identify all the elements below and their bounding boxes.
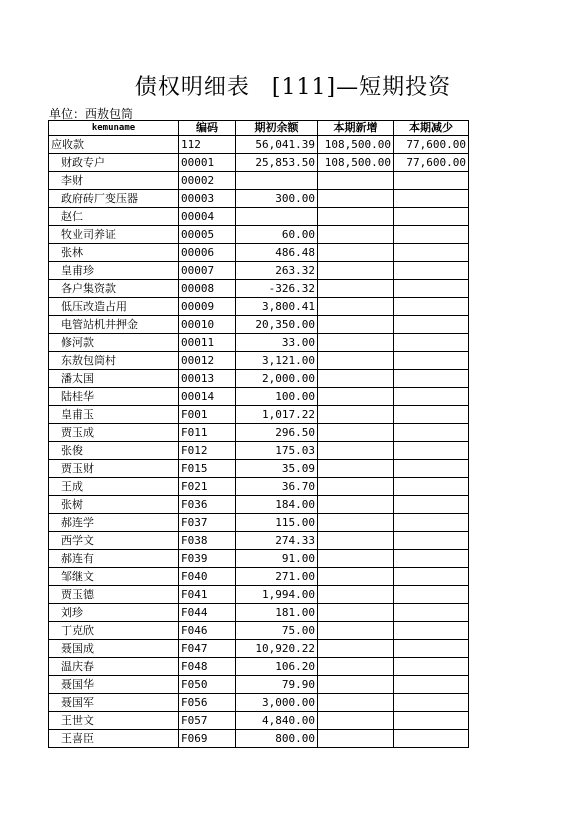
- table-row: [49, 424, 469, 442]
- cell-code: 00003: [179, 190, 236, 208]
- cell-increase: [318, 442, 394, 460]
- cell-increase: [318, 694, 394, 712]
- cell-opening-balance: 60.00: [236, 226, 318, 244]
- cell-increase: [318, 460, 394, 478]
- cell-opening-balance: 4,840.00: [236, 712, 318, 730]
- cell-name: 王成: [49, 478, 179, 496]
- cell-name: 赵仁: [49, 208, 179, 226]
- cell-decrease: [394, 694, 469, 712]
- cell-code: 00005: [179, 226, 236, 244]
- cell-opening-balance: 2,000.00: [236, 370, 318, 388]
- cell-name: 西学文: [49, 532, 179, 550]
- cell-opening-balance: 100.00: [236, 388, 318, 406]
- cell-name: 郝连学: [49, 514, 179, 532]
- cell-opening-balance: 91.00: [236, 550, 318, 568]
- cell-opening-balance: 25,853.50: [236, 154, 318, 172]
- cell-opening-balance: 56,041.39: [236, 136, 318, 154]
- cell-name: 牧业司养证: [49, 226, 179, 244]
- cell-increase: [318, 370, 394, 388]
- cell-code: 00009: [179, 298, 236, 316]
- cell-code: 00001: [179, 154, 236, 172]
- cell-name: 张林: [49, 244, 179, 262]
- cell-code: F038: [179, 532, 236, 550]
- cell-decrease: [394, 208, 469, 226]
- table-row: [49, 676, 469, 694]
- cell-name: 张树: [49, 496, 179, 514]
- header-increase: 本期新增: [318, 121, 394, 136]
- cell-increase: [318, 730, 394, 748]
- cell-opening-balance: 36.70: [236, 478, 318, 496]
- cell-name: 修河款: [49, 334, 179, 352]
- cell-increase: [318, 622, 394, 640]
- table-row: [49, 244, 469, 262]
- cell-increase: [318, 586, 394, 604]
- cell-decrease: [394, 190, 469, 208]
- cell-opening-balance: 175.03: [236, 442, 318, 460]
- cell-opening-balance: 3,000.00: [236, 694, 318, 712]
- cell-increase: [318, 172, 394, 190]
- cell-name: 王喜臣: [49, 730, 179, 748]
- cell-increase: [318, 424, 394, 442]
- cell-increase: [318, 388, 394, 406]
- cell-code: F046: [179, 622, 236, 640]
- cell-increase: [318, 208, 394, 226]
- cell-increase: [318, 352, 394, 370]
- cell-name: 应收款: [49, 136, 179, 154]
- cell-decrease: [394, 262, 469, 280]
- cell-code: 00012: [179, 352, 236, 370]
- cell-name: 财政专户: [49, 154, 179, 172]
- cell-name: 李财: [49, 172, 179, 190]
- cell-opening-balance: 115.00: [236, 514, 318, 532]
- cell-increase: [318, 226, 394, 244]
- table-row: [49, 568, 469, 586]
- cell-code: F044: [179, 604, 236, 622]
- cell-code: 00006: [179, 244, 236, 262]
- table-row: [49, 406, 469, 424]
- cell-opening-balance: 1,017.22: [236, 406, 318, 424]
- cell-opening-balance: 10,920.22: [236, 640, 318, 658]
- cell-opening-balance: 296.50: [236, 424, 318, 442]
- cell-name: 低压改造占用: [49, 298, 179, 316]
- cell-opening-balance: 184.00: [236, 496, 318, 514]
- cell-code: 00007: [179, 262, 236, 280]
- table-row: [49, 316, 469, 334]
- cell-decrease: [394, 172, 469, 190]
- cell-increase: [318, 712, 394, 730]
- cell-code: 112: [179, 136, 236, 154]
- cell-name: 王世文: [49, 712, 179, 730]
- cell-increase: 108,500.00: [318, 154, 394, 172]
- cell-opening-balance: 181.00: [236, 604, 318, 622]
- table-row: [49, 190, 469, 208]
- title-code: [111]—短期投资: [271, 75, 452, 100]
- cell-decrease: [394, 496, 469, 514]
- cell-code: 00004: [179, 208, 236, 226]
- cell-code: 00008: [179, 280, 236, 298]
- cell-name: 张俊: [49, 442, 179, 460]
- table-row: [49, 208, 469, 226]
- cell-opening-balance: 1,994.00: [236, 586, 318, 604]
- cell-decrease: [394, 388, 469, 406]
- table-row: [49, 154, 469, 172]
- table-row: [49, 622, 469, 640]
- cell-code: F057: [179, 712, 236, 730]
- header-code: 编码: [179, 121, 236, 136]
- cell-decrease: [394, 280, 469, 298]
- cell-code: F040: [179, 568, 236, 586]
- cell-opening-balance: 33.00: [236, 334, 318, 352]
- table-row: [49, 442, 469, 460]
- cell-decrease: [394, 460, 469, 478]
- cell-opening-balance: 3,121.00: [236, 352, 318, 370]
- cell-increase: [318, 658, 394, 676]
- cell-decrease: 77,600.00: [394, 154, 469, 172]
- cell-increase: [318, 496, 394, 514]
- cell-code: F048: [179, 658, 236, 676]
- cell-increase: [318, 262, 394, 280]
- cell-increase: [318, 406, 394, 424]
- cell-decrease: [394, 406, 469, 424]
- header-row: [49, 121, 469, 136]
- cell-code: 00011: [179, 334, 236, 352]
- cell-code: F011: [179, 424, 236, 442]
- table-row: [49, 694, 469, 712]
- cell-decrease: [394, 424, 469, 442]
- cell-opening-balance: 263.32: [236, 262, 318, 280]
- cell-name: 潘太国: [49, 370, 179, 388]
- cell-increase: [318, 676, 394, 694]
- table-row: [49, 388, 469, 406]
- table-row: [49, 352, 469, 370]
- cell-code: 00014: [179, 388, 236, 406]
- cell-opening-balance: -326.32: [236, 280, 318, 298]
- cell-opening-balance: 3,800.41: [236, 298, 318, 316]
- cell-increase: [318, 244, 394, 262]
- table-row: [49, 658, 469, 676]
- table-row: [49, 226, 469, 244]
- table-row: [49, 298, 469, 316]
- table-row: [49, 550, 469, 568]
- cell-code: 00010: [179, 316, 236, 334]
- cell-decrease: [394, 298, 469, 316]
- cell-code: F047: [179, 640, 236, 658]
- table-row: [49, 640, 469, 658]
- cell-opening-balance: 20,350.00: [236, 316, 318, 334]
- cell-increase: [318, 514, 394, 532]
- cell-decrease: 77,600.00: [394, 136, 469, 154]
- cell-increase: [318, 316, 394, 334]
- cell-decrease: [394, 478, 469, 496]
- cell-decrease: [394, 352, 469, 370]
- cell-code: F021: [179, 478, 236, 496]
- cell-increase: 108,500.00: [318, 136, 394, 154]
- cell-name: 聂国华: [49, 676, 179, 694]
- cell-opening-balance: 271.00: [236, 568, 318, 586]
- cell-decrease: [394, 604, 469, 622]
- table-row: [49, 172, 469, 190]
- cell-increase: [318, 190, 394, 208]
- cell-decrease: [394, 676, 469, 694]
- cell-increase: [318, 550, 394, 568]
- table-row: [49, 334, 469, 352]
- cell-code: F001: [179, 406, 236, 424]
- cell-name: 刘珍: [49, 604, 179, 622]
- cell-increase: [318, 298, 394, 316]
- table-row: [49, 730, 469, 748]
- cell-decrease: [394, 712, 469, 730]
- cell-opening-balance: 106.20: [236, 658, 318, 676]
- cell-decrease: [394, 640, 469, 658]
- cell-name: 东敖包筒村: [49, 352, 179, 370]
- table-row: [49, 460, 469, 478]
- cell-opening-balance: [236, 172, 318, 190]
- cell-name: 皇甫珍: [49, 262, 179, 280]
- cell-increase: [318, 280, 394, 298]
- cell-name: 贾玉财: [49, 460, 179, 478]
- cell-opening-balance: [236, 208, 318, 226]
- page-title: [0, 70, 586, 101]
- cell-opening-balance: 300.00: [236, 190, 318, 208]
- cell-decrease: [394, 442, 469, 460]
- table-row: [49, 514, 469, 532]
- header-opening-balance: 期初余额: [236, 121, 318, 136]
- cell-decrease: [394, 370, 469, 388]
- cell-opening-balance: 486.48: [236, 244, 318, 262]
- cell-decrease: [394, 226, 469, 244]
- table-row: [49, 262, 469, 280]
- cell-decrease: [394, 658, 469, 676]
- table-row: [49, 532, 469, 550]
- cell-opening-balance: 75.00: [236, 622, 318, 640]
- cell-opening-balance: 274.33: [236, 532, 318, 550]
- cell-code: F037: [179, 514, 236, 532]
- cell-code: F039: [179, 550, 236, 568]
- cell-name: 皇甫玉: [49, 406, 179, 424]
- cell-opening-balance: 79.90: [236, 676, 318, 694]
- cell-code: F050: [179, 676, 236, 694]
- cell-name: 丁克欣: [49, 622, 179, 640]
- cell-name: 聂国成: [49, 640, 179, 658]
- cell-decrease: [394, 568, 469, 586]
- cell-name: 政府砖厂变压器: [49, 190, 179, 208]
- cell-decrease: [394, 550, 469, 568]
- cell-decrease: [394, 244, 469, 262]
- ledger-body: [49, 136, 469, 748]
- table-row: [49, 478, 469, 496]
- cell-code: F069: [179, 730, 236, 748]
- ledger-table: [48, 120, 469, 748]
- table-row: [49, 370, 469, 388]
- cell-name: 电管站机井押金: [49, 316, 179, 334]
- cell-name: 郝连有: [49, 550, 179, 568]
- cell-name: 聂国军: [49, 694, 179, 712]
- header-decrease: 本期减少: [394, 121, 469, 136]
- cell-name: 各户集资款: [49, 280, 179, 298]
- cell-name: 贾玉德: [49, 586, 179, 604]
- cell-increase: [318, 532, 394, 550]
- cell-name: 贾玉成: [49, 424, 179, 442]
- cell-opening-balance: 800.00: [236, 730, 318, 748]
- cell-increase: [318, 568, 394, 586]
- cell-decrease: [394, 622, 469, 640]
- unit-label: 单位：西敖包筒: [49, 107, 134, 121]
- cell-increase: [318, 334, 394, 352]
- cell-increase: [318, 604, 394, 622]
- table-row: [49, 712, 469, 730]
- title-text: 债权明细表: [134, 75, 250, 100]
- table-row: [49, 604, 469, 622]
- cell-decrease: [394, 316, 469, 334]
- cell-name: 邹继文: [49, 568, 179, 586]
- cell-decrease: [394, 514, 469, 532]
- cell-increase: [318, 640, 394, 658]
- cell-code: 00013: [179, 370, 236, 388]
- cell-decrease: [394, 532, 469, 550]
- cell-name: 温庆春: [49, 658, 179, 676]
- cell-increase: [318, 478, 394, 496]
- cell-code: F036: [179, 496, 236, 514]
- cell-opening-balance: 35.09: [236, 460, 318, 478]
- table-row: [49, 280, 469, 298]
- cell-decrease: [394, 730, 469, 748]
- cell-code: F056: [179, 694, 236, 712]
- header-name: kemuname: [49, 121, 179, 136]
- table-row: [49, 136, 469, 154]
- cell-code: F012: [179, 442, 236, 460]
- table-row: [49, 496, 469, 514]
- cell-decrease: [394, 334, 469, 352]
- cell-code: F015: [179, 460, 236, 478]
- cell-decrease: [394, 586, 469, 604]
- cell-name: 陆桂华: [49, 388, 179, 406]
- cell-code: 00002: [179, 172, 236, 190]
- table-row: [49, 586, 469, 604]
- cell-code: F041: [179, 586, 236, 604]
